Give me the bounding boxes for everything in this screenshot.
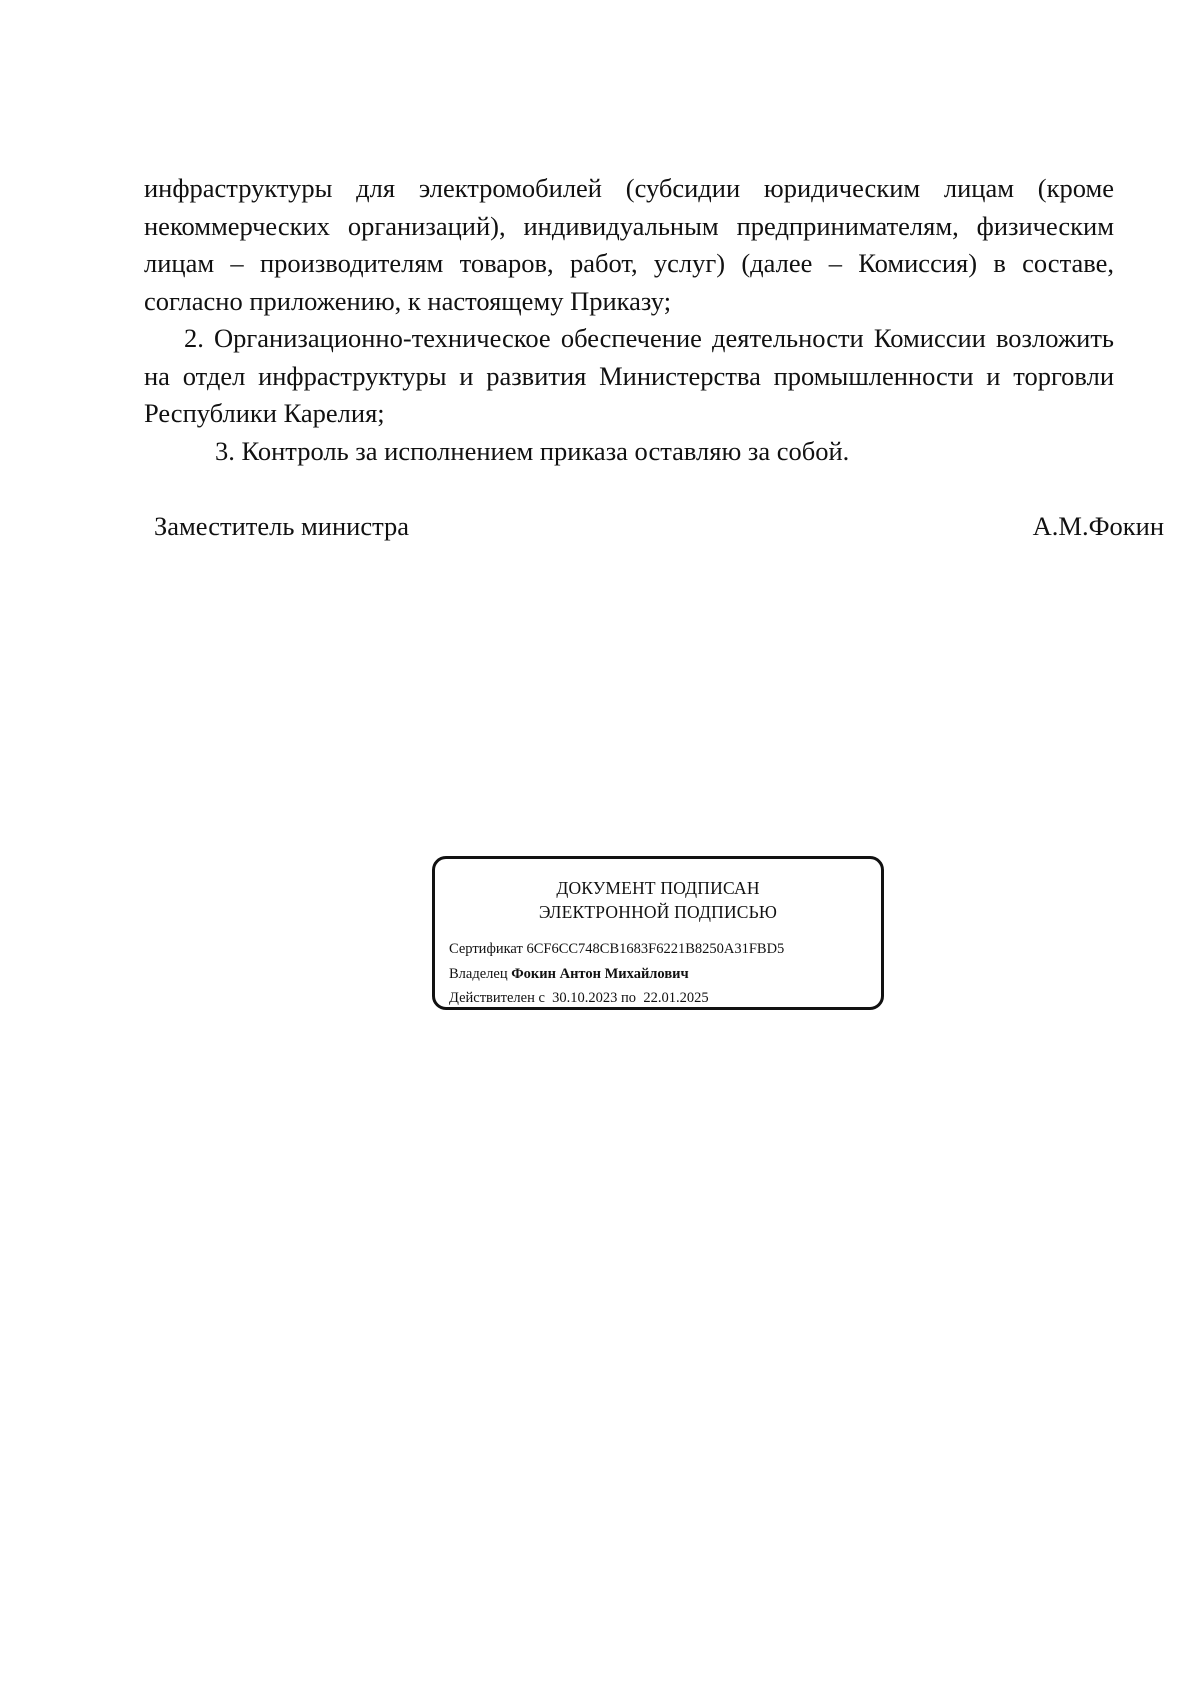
owner-label: Владелец: [449, 965, 508, 982]
certificate-label: Сертификат: [449, 941, 523, 957]
electronic-signature-stamp: [432, 856, 884, 1010]
stamp-title-line-2: ЭЛЕКТРОННОЙ ПОДПИСЬЮ: [538, 902, 778, 922]
valid-to-value: 22.01.2025: [643, 990, 709, 1006]
owner-line: [449, 962, 784, 987]
certificate-line: [449, 937, 784, 962]
order-paragraph-2: 2. Организационно-техническое обеспечение деятельности Комиссии возложить на отдел инфраструктуры и развития Министерства промышленности и торговли Республики Карелия;: [144, 323, 1114, 428]
stamp-title-line-1: ДОКУМЕНТ ПОДПИСАН: [556, 878, 760, 898]
certificate-value: 6CF6CC748CB1683F6221B8250A31FBD5: [526, 941, 785, 957]
order-paragraph-1: инфраструктуры для электромобилей (субсидии юридическим лицам (кроме некоммерческих организаций), индивидуальным предпринимателям, физическим лицам – производителям товаров, работ, услуг) (далее – Комиссия) в составе, согласно приложению, к настоящему Приказу;: [144, 173, 1114, 316]
valid-from-label: Действителен с: [449, 990, 545, 1006]
stamp-title: [435, 876, 881, 924]
owner-value: Фокин Антон Михайлович: [511, 965, 689, 982]
validity-line: [449, 986, 784, 1011]
signer-name: А.М.Фокин: [1032, 511, 1164, 541]
stamp-details: [449, 937, 784, 1011]
signer-position: Заместитель министра: [154, 511, 410, 541]
valid-from-value: 30.10.2023: [552, 990, 618, 1006]
valid-to-label: по: [621, 990, 637, 1006]
order-paragraph-3: 3. Контроль за исполнением приказа оставляю за собой.: [215, 436, 850, 466]
